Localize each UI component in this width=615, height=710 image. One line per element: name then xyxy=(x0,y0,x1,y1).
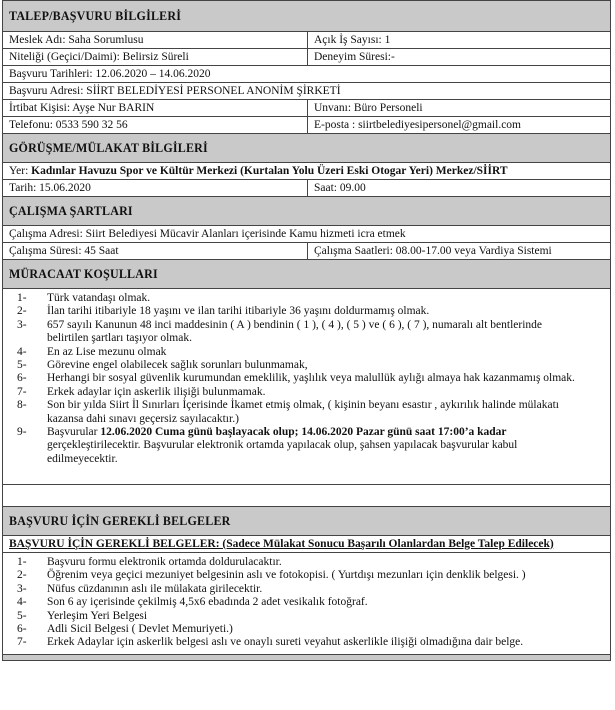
calisma-saatleri: Çalışma Saatleri: 08.00-17.00 veya Vardiya Sistemi xyxy=(308,243,611,260)
list-item xyxy=(9,426,604,466)
acik-is-sayisi: Açık İş Sayısı: 1 xyxy=(308,32,611,49)
list-item xyxy=(9,399,604,426)
list-item-text: Türk vatandaşı olmak. xyxy=(47,292,151,304)
list-item xyxy=(9,346,604,359)
belgeler-subtitle-text: BAŞVURU İÇİN GEREKLİ BELGELER: (Sadece Mülakat Sonucu Başarılı Olanlardan Belge Talep Edilecek) xyxy=(9,537,554,550)
section-header-calisma: ÇALIŞMA ŞARTLARI xyxy=(3,197,611,226)
mulakat-saati: Saat: 09.00 xyxy=(308,180,611,197)
list-item-text: Öğrenim veya geçici mezuniyet belgesinin aslı ve fotokopisi. ( Yurtdışı mezunları için denklik belgesi. ) xyxy=(47,569,526,582)
section-header-talep: TALEP/BAŞVURU BİLGİLERİ xyxy=(3,1,611,32)
list-item xyxy=(9,319,604,346)
list-item-text: Son bir yılda Siirt İl Sınırları İçerisinde İkamet etmiş olmak, ( kişinin beyanı esastır , aykırılık halinde mülakatı kazansa dahi sınavı geçersiz sayılacaktır.) xyxy=(47,399,559,425)
list-item-text: Erkek Adaylar için askerlik belgesi aslı ve onaylı sureti veyahut askerlikle ilişiği olmadığına dair belge. xyxy=(47,636,524,649)
list-item-number: 5- xyxy=(17,359,27,372)
list-item xyxy=(9,583,604,596)
mulakat-tarihi: Tarih: 15.06.2020 xyxy=(3,180,308,197)
list-item-number: 1- xyxy=(17,292,27,304)
spacer xyxy=(3,485,611,507)
basvuru-adresi: Başvuru Adresi: SİİRT BELEDİYESİ PERSONEL ANONİM ŞİRKETİ xyxy=(3,83,611,100)
e-posta: E-posta : siirtbelediyesipersonel@gmail.com xyxy=(308,117,611,134)
list-item-number: 3- xyxy=(17,318,27,331)
belgeler-list-box xyxy=(3,553,611,655)
list-item xyxy=(9,610,604,623)
section-header-gorusme: GÖRÜŞME/MÜLAKAT BİLGİLERİ xyxy=(3,134,611,163)
list-item-number: 8- xyxy=(17,399,27,412)
list-item xyxy=(9,386,604,399)
section-header-muracaat: MÜRACAAT KOŞULLARI xyxy=(3,260,611,289)
list-item-text: Nüfus cüzdanının aslı ile mülakata girilecektir. xyxy=(47,582,263,595)
basvuru-tarihleri: Başvuru Tarihleri: 12.06.2020 – 14.06.2020 xyxy=(3,66,611,83)
list-item-text: En az Lise mezunu olmak xyxy=(47,345,167,358)
list-item-number: 5- xyxy=(17,609,27,622)
list-item xyxy=(9,569,604,582)
deneyim-suresi: Deneyim Süresi:- xyxy=(308,49,611,66)
list-item-text: Erkek adaylar için askerlik ilişiği bulunmamak. xyxy=(47,385,266,398)
list-item-number: 9- xyxy=(17,426,27,439)
list-item xyxy=(9,372,604,385)
list-item-text: Yerleşim Yeri Belgesi xyxy=(47,609,148,622)
meslek-adi: Meslek Adı: Saha Sorumlusu xyxy=(3,32,308,49)
list-item-number: 2- xyxy=(17,569,27,582)
belgeler-list xyxy=(9,556,604,650)
telefonu: Telefonu: 0533 590 32 56 xyxy=(3,117,308,134)
muracaat-kosullari-list xyxy=(9,292,604,426)
list-item xyxy=(9,292,604,305)
list-item-number: 2- xyxy=(17,305,27,318)
unvani: Unvanı: Büro Personeli xyxy=(308,100,611,117)
calisma-adresi: Çalışma Adresi: Siirt Belediyesi Mücavir Alanları içerisinde Kamu hizmeti icra etmek xyxy=(3,226,611,243)
list-item-number: 7- xyxy=(17,636,27,649)
list-item xyxy=(9,636,604,649)
list-item-number: 1- xyxy=(17,556,27,568)
list-item-number: 4- xyxy=(17,345,27,358)
list-item-text: İlan tarihi itibariyle 18 yaşını ve ilan tarihi itibariyle 36 yaşını doldurmamış olmak. xyxy=(47,305,430,318)
list-item-text xyxy=(47,426,604,466)
item9-start-date: 12.06.2020 Cuma günü başlayacak olup xyxy=(100,426,295,439)
list-item xyxy=(9,596,604,609)
list-item-text: Görevine engel olabilecek sağlık sorunları bulunmamak, xyxy=(47,359,308,372)
list-item xyxy=(9,556,604,569)
footer-bar xyxy=(3,654,611,660)
list-item xyxy=(9,359,604,372)
belgeler-subtitle xyxy=(3,536,611,553)
item9-suffix: gerçekleştirilecektir. Başvurular elektronik ortamda yapılacak olup, şahsen yapılacak başvurular kabul edilmeyecektir. xyxy=(47,439,518,465)
niteligi: Niteliği (Geçici/Daimi): Belirsiz Süreli xyxy=(3,49,308,66)
item9-end-date: 14.06.2020 Pazar günü saat 17:00’a kadar xyxy=(301,426,507,439)
calisma-suresi: Çalışma Süresi: 45 Saat xyxy=(3,243,308,260)
list-item-number: 3- xyxy=(17,582,27,595)
list-item xyxy=(9,623,604,636)
list-item-text: Son 6 ay içerisinde çekilmiş 4,5x6 ebadında 2 adet vesikalık fotoğraf. xyxy=(47,596,368,609)
application-form-table xyxy=(2,0,611,661)
muracaat-kosullari-item9 xyxy=(9,426,604,466)
yer-value: Kadınlar Havuzu Spor ve Kültür Merkezi (Kurtalan Yolu Üzeri Eski Otogar Yeri) Merkez/SİİRT xyxy=(31,164,508,177)
list-item-text: Adli Sicil Belgesi ( Devlet Memuriyeti.) xyxy=(47,623,233,636)
section-header-belgeler: BAŞVURU İÇİN GEREKLİ BELGELER xyxy=(3,507,611,536)
mulakat-yeri xyxy=(3,163,611,180)
muracaat-kosullari-list-box xyxy=(3,289,611,485)
item9-prefix: Başvurular xyxy=(47,426,101,439)
irtibat-kisisi: İrtibat Kişisi: Ayşe Nur BARIN xyxy=(3,100,308,117)
list-item-number: 4- xyxy=(17,596,27,609)
list-item-number: 6- xyxy=(17,623,27,636)
yer-label: Yer: xyxy=(9,164,32,177)
list-item-text: 657 sayılı Kanunun 48 inci maddesinin ( A ) bendinin ( 1 ), ( 4 ), ( 5 ) ve ( 6 ), ( 7 ), numaralı alt bentlerinde belirtilen şartları taşıyor olmak. xyxy=(47,318,543,345)
list-item-text: Başvuru formu elektronik ortamda doldurulacaktır. xyxy=(47,556,282,568)
list-item-text: Herhangi bir sosyal güvenlik kurumundan emeklilik, yaşlılık veya malullük aylığı almaya hak kazanmamış olmak. xyxy=(47,372,575,385)
list-item-number: 7- xyxy=(17,385,27,398)
list-item xyxy=(9,305,604,318)
item9-separator: ; xyxy=(294,426,302,439)
list-item-number: 6- xyxy=(17,372,27,385)
